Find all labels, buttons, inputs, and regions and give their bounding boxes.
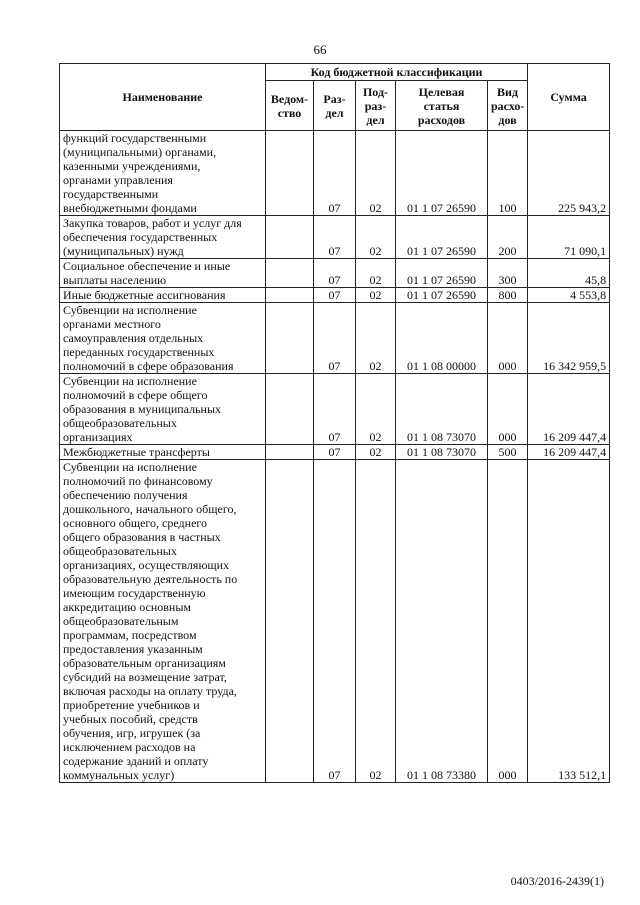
row-section: 07 (314, 259, 356, 288)
row-section: 07 (314, 131, 356, 216)
row-name: Иные бюджетные ассигнования (60, 288, 266, 303)
budget-table (59, 63, 610, 783)
row-subsection: 02 (356, 131, 396, 216)
row-type: 000 (488, 460, 528, 783)
row-target: 01 1 07 26590 (396, 216, 488, 259)
row-amount: 16 209 447,4 (528, 374, 610, 445)
document-code: 0403/2016-2439(1) (510, 874, 604, 888)
row-target: 01 1 08 73380 (396, 460, 488, 783)
header-target: Целевая статья расходов (396, 81, 488, 131)
header-name: Наименование (60, 64, 266, 131)
row-amount: 16 209 447,4 (528, 445, 610, 460)
row-type: 000 (488, 374, 528, 445)
table-row (60, 216, 610, 259)
row-target: 01 1 08 00000 (396, 303, 488, 374)
table-row (60, 460, 610, 783)
row-type: 800 (488, 288, 528, 303)
table-row (60, 288, 610, 303)
row-amount: 133 512,1 (528, 460, 610, 783)
row-type: 000 (488, 303, 528, 374)
row-dept (266, 303, 314, 374)
row-subsection: 02 (356, 216, 396, 259)
header-subsection: Под- раз- дел (356, 81, 396, 131)
row-subsection: 02 (356, 445, 396, 460)
row-amount: 4 553,8 (528, 288, 610, 303)
table-row (60, 303, 610, 374)
row-section: 07 (314, 216, 356, 259)
row-target: 01 1 07 26590 (396, 259, 488, 288)
row-amount: 45,8 (528, 259, 610, 288)
table-row (60, 374, 610, 445)
row-target: 01 1 07 26590 (396, 288, 488, 303)
header-section: Раз- дел (314, 81, 356, 131)
header-dept: Ведом- ство (266, 81, 314, 131)
row-target: 01 1 08 73070 (396, 374, 488, 445)
row-dept (266, 288, 314, 303)
row-type: 200 (488, 216, 528, 259)
table-row (60, 131, 610, 216)
row-section: 07 (314, 374, 356, 445)
row-dept (266, 131, 314, 216)
page-number: 66 (313, 42, 327, 57)
header-type: Вид расхо- дов (488, 81, 528, 131)
row-name: Субвенции на исполнение полномочий по финансовому обеспечению получения дошкольного, начального общего, основного общего, среднего общего образования в частных общеобразовательных организациях, осуществляющих образовательную деятельность по имеющим государственную аккредитацию основным общеобразовательным программам, посредством предоставления указанным образовательным организациям субсидий на возмещение затрат, включая расходы на оплату труда, приобретение учебников и учебных пособий, средств обучения, игр, игрушек (за исключением расходов на содержание зданий и оплату коммунальных услуг) (60, 460, 266, 783)
row-amount: 71 090,1 (528, 216, 610, 259)
row-section: 07 (314, 303, 356, 374)
row-dept (266, 259, 314, 288)
table-row (60, 259, 610, 288)
row-name: функций государственными (муниципальными) органами, казенными учреждениями, органами управления государственными внебюджетными фондами (60, 131, 266, 216)
row-target: 01 1 07 26590 (396, 131, 488, 216)
header-amount: Сумма (528, 64, 610, 131)
row-type: 100 (488, 131, 528, 216)
row-subsection: 02 (356, 288, 396, 303)
row-section: 07 (314, 288, 356, 303)
row-subsection: 02 (356, 303, 396, 374)
row-name: Субвенции на исполнение органами местного самоуправления отдельных переданных государственных полномочий в сфере образования (60, 303, 266, 374)
row-name: Межбюджетные трансферты (60, 445, 266, 460)
row-subsection: 02 (356, 460, 396, 783)
row-type: 500 (488, 445, 528, 460)
row-dept (266, 445, 314, 460)
row-name: Социальное обеспечение и иные выплаты населению (60, 259, 266, 288)
row-dept (266, 216, 314, 259)
table-body (60, 131, 610, 783)
row-amount: 225 943,2 (528, 131, 610, 216)
row-target: 01 1 08 73070 (396, 445, 488, 460)
row-section: 07 (314, 445, 356, 460)
row-section: 07 (314, 460, 356, 783)
row-dept (266, 374, 314, 445)
header-classification-group: Код бюджетной классификации (266, 64, 528, 81)
table-row (60, 445, 610, 460)
row-dept (266, 460, 314, 783)
row-amount: 16 342 959,5 (528, 303, 610, 374)
row-name: Закупка товаров, работ и услуг для обеспечения государственных (муниципальных) нужд (60, 216, 266, 259)
row-name: Субвенции на исполнение полномочий в сфере общего образования в муниципальных общеобразовательных организациях (60, 374, 266, 445)
row-subsection: 02 (356, 259, 396, 288)
row-type: 300 (488, 259, 528, 288)
row-subsection: 02 (356, 374, 396, 445)
